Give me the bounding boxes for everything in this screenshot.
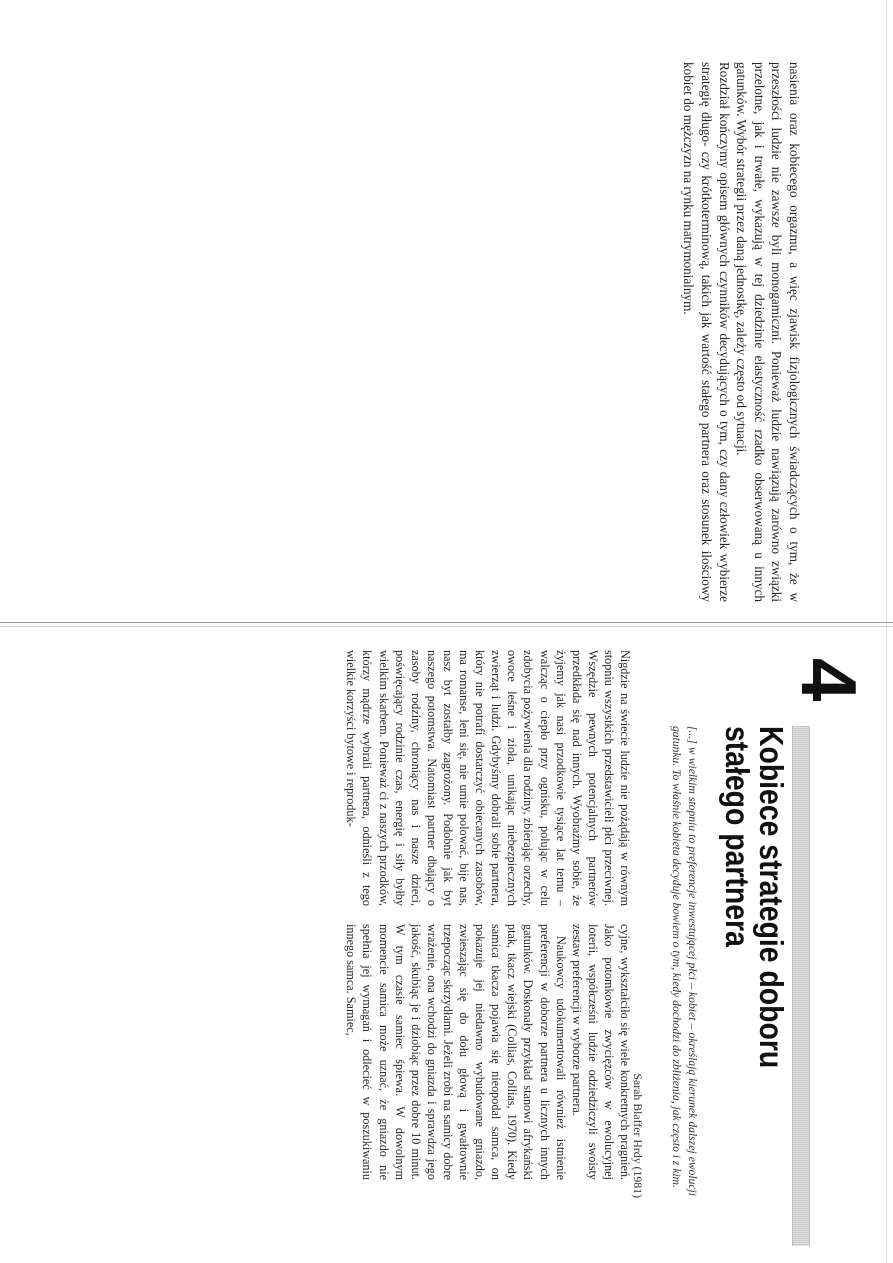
epigraph-author: Sarah Blaffer Hrdy (1981) — [631, 1073, 645, 1198]
top-page — [0, 0, 893, 620]
chapter-title-line-2: stałego partnera — [719, 726, 756, 947]
chapter-title — [720, 726, 788, 1173]
column-right-paragraph-1: cyjne, wykształciło się wiele konkretnych pragnień. Jako potomkowie zwycięzców w ewolucyjnej loterii, współcześni ludzie odziedziczyli swoisty zestaw preferencji w wyborze partnera. — [569, 924, 632, 1180]
text-column-right — [343, 924, 633, 1180]
top-paragraph-1: nasienia oraz kobiecego orgazmu, a więc zjawisk fizjologicznych świadczących o tym, że w przeszłości ludzie nie zawsze byli monogamiczni. Ponieważ ludzie nawiązują zarówno związki przelotne, jak i trwałe, wykazują w tej dziedzinie elastyczność rzadko obserwowaną u innych gatunków. Wybór strategii przez daną jednostkę, zależy często od sytuacji. — [734, 62, 802, 602]
chapter-decorative-bar — [792, 726, 810, 1246]
bottom-page — [0, 620, 893, 1263]
column-left-paragraph-1: Nigdzie na świecie ludzie nie pożądają w równym stopniu wszystkich przedstawicieli płci przeciwnej. Wszędzie pewnych potencjalnych partnerów przedkłada się nad innych. Wyobraźmy sobie, że żyjemy jak nasi przodkowie tysiące lat temu – walcząc o ciepło przy ognisku, polując w celu zdobycia pożywienia dla rodziny, zbierając orzechy, owoce leśne i zioła, unikając niebezpiecznych zwierząt i ludzi. Gdybyśmy dobrali sobie partnera, który nie potrafi dostarczyć obiecanych zasobów, ma romanse, leni się, nie umie polować, bije nas, nasz byt zostałby zagrożony. Podobnie jak byt naszego potomstwa. Natomiast partner dbający o zasoby rodziny, chroniący nas i nasze dzieci, poświęcający rodzinie czas, energię i siły byłby wielkim skarbem. Ponieważ ci z naszych przodków, którzy mądrze wybrali partnera, odnieśli z tego wielkie korzyści bytowe i reproduk- — [344, 650, 632, 906]
top-paragraph-2: Rozdział kończymy opisem głównych czynników decydujących o tym, czy dany człowiek wybierze strategię długo- czy krótkoterminową, takich jak wartość stałego partnera oraz stosunek ilościowy kobiet do mężczyzn na rynku matrymonialnym. — [681, 62, 732, 602]
top-page-text — [680, 62, 803, 602]
chapter-title-line-1: Kobiece strategie doboru — [753, 726, 790, 1069]
text-column-left — [343, 650, 633, 906]
chapter-epigraph: [...] w wielkim stopniu to preferencje inwestującej płci – kobiet – określają kierunek dalszej ewolucji gatunku. To właśnie kobieta decyduje bowiem o tym, kiedy dochodzi do zbliżenia, jak często i z kim. — [670, 726, 699, 1196]
chapter-number: 4 — [785, 658, 873, 700]
column-right-paragraph-2: Naukowcy udokumentowali również istnienie preferencji w doborze partnera u licznych innych gatunków. Doskonały przykład stanowi afrykański ptak, tkacz wiejski (Collias, Collias, 1970). Kiedy samica tkacza pojawia się nieopodal samca, on pokazuje jej niedawno wybudowane gniazdo, zwieszając się do dołu głową i gwałtownie trzepocząc skrzydłami. Jeżeli zrobi na samicy dobre wrażenie, ona wchodzi do gniazda i sprawdza jego jakość, skubiąc je i dziobiąc przez dobre 10 minut. W tym czasie samiec śpiewa. W dowolnym momencie samica może uznać, że gniazdo nie spełnia jej wymagań i odlecieć w poszukiwaniu innego samca. Samiec, — [344, 924, 568, 1180]
